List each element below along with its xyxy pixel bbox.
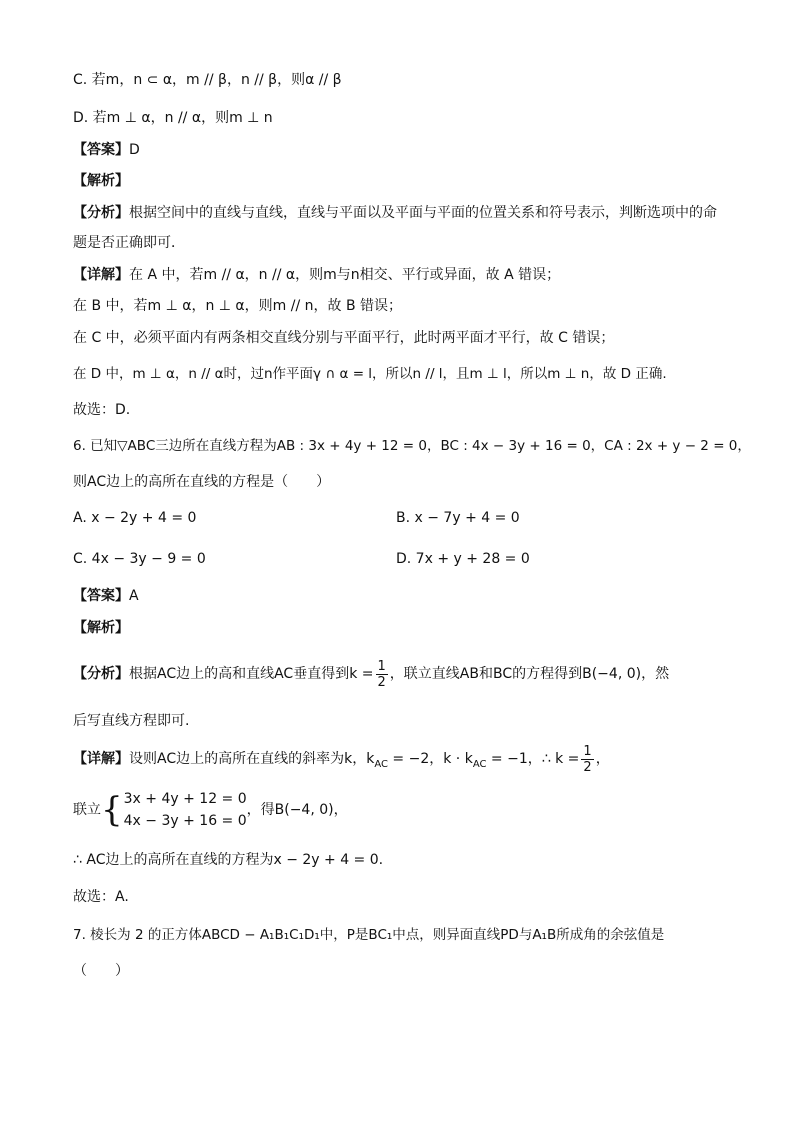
q6-option-d: D. 7x + y + 28 = 0 (396, 551, 530, 567)
xiangjie-text: 设则AC边上的高所在直线的斜率为k，k (129, 751, 375, 767)
q6-xiangjie (73, 741, 734, 783)
fenxi-text: 根据空间中的直线与直线，直线与平面以及平面与平面的位置关系和符号表示，判断选项中的命 (129, 205, 717, 221)
q5-fenxi-cont: 题是否正确即可． (73, 235, 185, 251)
answer-tag: 【答案】 (73, 588, 129, 604)
q6-lianli (73, 787, 734, 833)
q7-stem: 7. 棱长为 2 的正方体ABCD − A₁B₁C₁D₁中，P是BC₁中点，则异面直线PD与A₁B所成角的余弦值是 (73, 927, 665, 943)
xiangjie-tag: 【详解】 (73, 267, 129, 283)
q6-jiexi: 【解析】 (73, 620, 129, 636)
fenxi-tag: 【分析】 (73, 205, 129, 221)
equation-system (124, 788, 247, 832)
answer-tag: 【答案】 (73, 142, 129, 158)
fenxi-text-cont: ，联立直线AB和BC的方程得到B(−4, 0)，然 (389, 666, 670, 682)
q5-option-d: D. 若m ⊥ α，n // α，则m ⊥ n (73, 110, 273, 126)
system-brace: { (101, 790, 123, 830)
fraction-one-half: $\frac{1}{2}$ (377, 658, 386, 690)
answer-value: D (129, 142, 140, 158)
q6-stem: 6. 已知▽ABC三边所在直线方程为AB : 3x + 4y + 12 = 0，BC : 4x − 3y + 16 = 0，CA : 2x + y − 2 = 0， (73, 438, 751, 454)
q5-fenxi (73, 203, 734, 223)
q6-stem-cont: 则AC边上的高所在直线的方程是（ ） (73, 474, 331, 490)
fraction-one-half-2: $\frac{1}{2}$ (583, 743, 592, 775)
subscript-ac: AC (374, 758, 388, 770)
fenxi-tag: 【分析】 (73, 666, 129, 682)
q5-xiangjie-b: 在 B 中，若m ⊥ α，n ⊥ α，则m // n，故 B 错误； (73, 298, 403, 314)
q6-fenxi-cont: 后写直线方程即可. (73, 713, 190, 729)
q6-option-b: B. x − 7y + 4 = 0 (396, 510, 520, 526)
q6-options-row1 (73, 508, 734, 528)
xiangjie-text-b: = −2，k · k (387, 751, 473, 767)
q6-fenxi (73, 656, 734, 692)
q6-option-a: A. x − 2y + 4 = 0 (73, 510, 197, 526)
equation-1: 3x + 4y + 12 = 0 (123, 791, 247, 807)
q6-guxuan: 故选：A. (73, 889, 129, 905)
q5-answer (73, 140, 734, 160)
xiangjie-text-d: ， (595, 751, 610, 767)
xiangjie-tag: 【详解】 (73, 751, 129, 767)
q5-jiexi: 【解析】 (73, 173, 129, 189)
subscript-ac-2: AC (472, 758, 487, 770)
lianli-label: 联立 (73, 802, 101, 818)
q7-stem-cont: （ ） (73, 963, 129, 979)
equation-2: 4x − 3y + 16 = 0 (123, 813, 247, 829)
xiangjie-text: 在 A 中，若m // α，n // α，则m与n相交、平行或异面，故 A 错误； (129, 267, 561, 283)
q6-answer (73, 586, 734, 606)
q5-xiangjie-c: 在 C 中，必须平面内有两条相交直线分别与平面平行，此时两平面才平行，故 C 错误； (73, 330, 615, 346)
q6-conclusion: ∴ AC边上的高所在直线的方程为x − 2y + 4 = 0. (73, 852, 384, 868)
q6-option-c: C. 4x − 3y − 9 = 0 (73, 551, 206, 567)
q6-options-row2 (73, 549, 734, 569)
lianli-result: ，得B(−4, 0)， (246, 802, 348, 818)
fenxi-text: 根据AC边上的高和直线AC垂直得到k = (129, 666, 374, 682)
q5-guxuan: 故选：D. (73, 402, 131, 418)
q5-xiangjie-d: 在 D 中，m ⊥ α，n // α时，过n作平面γ ∩ α = l，所以n // l，且m ⊥ l，所以m ⊥ n，故 D 正确. (73, 366, 667, 382)
q5-option-c: C. 若m，n ⊂ α，m // β，n // β，则α // β (73, 72, 342, 88)
answer-value: A (129, 588, 139, 604)
q5-xiangjie (73, 265, 734, 285)
xiangjie-text-c: = −1，∴ k = (486, 751, 580, 767)
